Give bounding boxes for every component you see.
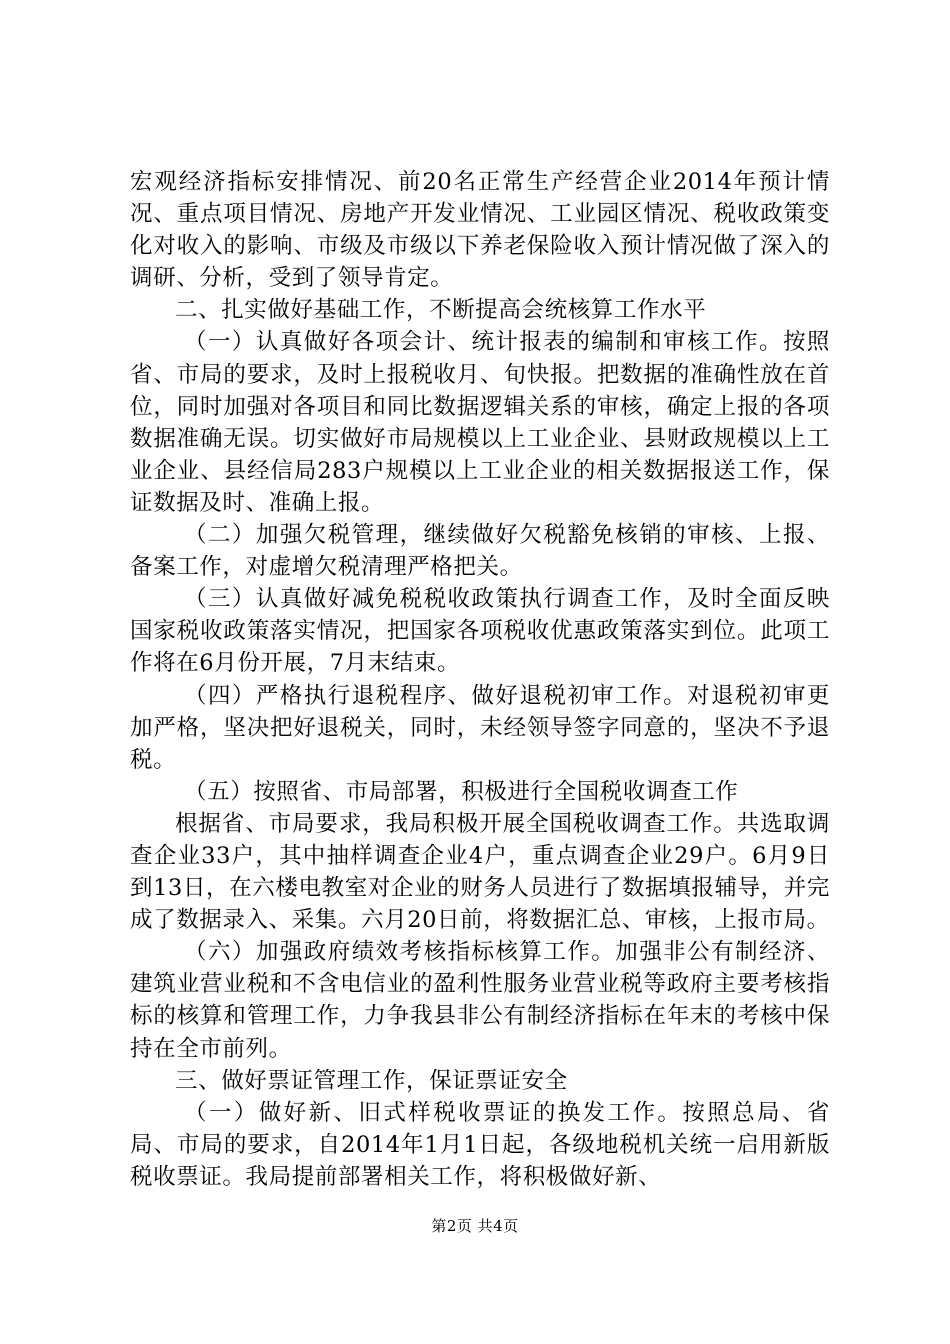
paragraph-item-2-4: （四）严格执行退税程序、做好退税初审工作。对退税初审更加严格，坚决把好退税关，同时，未经领导签字同意的，坚决不予退税。 xyxy=(130,682,830,773)
paragraph-item-2-5-body: 根据省、市局要求，我局积极开展全国税收调查工作。共选取调查企业33户，其中抽样调查企业4户，重点调查企业29户。6月9日到13日，在六楼电教室对企业的财务人员进行了数据填报辅导，并完成了数据录入、采集。六月20日前，将数据汇总、审核，上报市局。 xyxy=(130,810,830,934)
page-footer: 第2页 共4页 xyxy=(431,1217,519,1235)
paragraph-item-3-1: （一）做好新、旧式样税收票证的换发工作。按照总局、省局、市局的要求，自2014年1月1日起，各级地税机关统一启用新版税收票证。我局提前部署相关工作，将积极做好新、 xyxy=(130,1099,830,1190)
section-heading-3: 三、做好票证管理工作，保证票证安全 xyxy=(175,1067,568,1094)
paragraph-continuation: 宏观经济指标安排情况、前20名正常生产经营企业2014年预计情况、重点项目情况、房地产开发业情况、工业园区情况、税收政策变化对收入的影响、市级及市级以下养老保险收入预计情况做了深入的调研、分析，受到了领导肯定。 xyxy=(130,169,830,292)
paragraph-item-2-3: （三）认真做好减免税税收政策执行调查工作，及时全面反映国家税收政策落实情况，把国家各项税收优惠政策落实到位。此项工作将在6月份开展，7月末结束。 xyxy=(130,586,830,677)
section-heading-2: 二、扎实做好基础工作，不断提高会统核算工作水平 xyxy=(175,297,707,324)
paragraph-item-2-1: （一）认真做好各项会计、统计报表的编制和审核工作。按照省、市局的要求，及时上报税收月、旬快报。把数据的准确性放在首位，同时加强对各项目和同比数据逻辑关系的审核，确定上报的各项数据准确无误。切实做好市局规模以上工业企业、县财政规模以上工业企业、县经信局283户规模以上工业企业的相关数据报送工作，保证数据及时、准确上报。 xyxy=(130,329,830,516)
paragraph-item-2-5-heading: （五）按照省、市局部署，积极进行全国税收调查工作 xyxy=(184,778,739,805)
paragraph-item-2-2: （二）加强欠税管理，继续做好欠税豁免核销的审核、上报、备案工作，对虚增欠税清理严格把关。 xyxy=(130,522,830,581)
paragraph-item-2-6: （六）加强政府绩效考核指标核算工作。加强非公有制经济、建筑业营业税和不含电信业的盈利性服务业营业税等政府主要考核指标的核算和管理工作，力争我县非公有制经济指标在年末的考核中保持在全市前列。 xyxy=(130,939,830,1062)
document-body xyxy=(130,166,830,1193)
